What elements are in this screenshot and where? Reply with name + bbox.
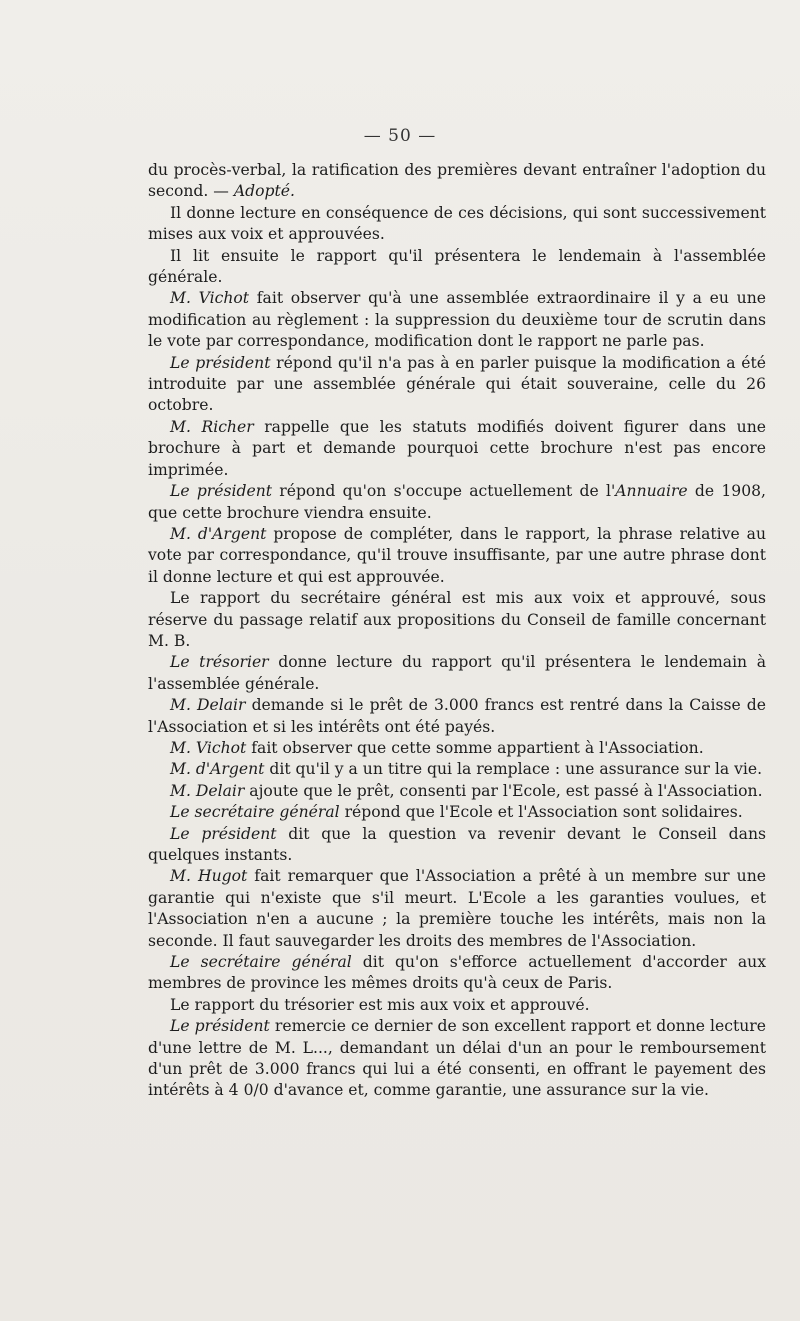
paragraph (148, 738, 766, 759)
paragraph-text: dit qu'il y a un titre qui la remplace : une assurance sur la vie. (264, 760, 763, 779)
paragraph (148, 802, 766, 823)
speaker-name: M. Vichot (170, 289, 250, 308)
paragraph (148, 417, 766, 481)
speaker-name: M. Vichot (170, 738, 247, 757)
paragraph (148, 246, 766, 289)
paragraph-text: dit qu'on s'efforce actuellement d'accorder aux membres de province les mêmes droits qu'à ceux de Paris. (148, 953, 766, 993)
paragraph-text: dit que la question va revenir devant le Conseil dans quelques instants. (148, 824, 766, 864)
paragraph-text: donne lecture du rapport qu'il présentera le lendemain à l'assemblée générale. (148, 653, 766, 693)
paragraph-text: propose de compléter, dans le rapport, la phrase relative au vote par correspondance, qu'il trouve insuffisante, par une autre phrase dont il donne lecture et qui est approuvée. (148, 524, 766, 586)
paragraph (148, 353, 766, 417)
paragraph-text: Il donne lecture en conséquence de ces décisions, qui sont successivement mises aux voix et approuvées. (148, 203, 766, 244)
speaker-name: Le trésorier (170, 653, 269, 672)
paragraph (148, 781, 766, 802)
paragraph (148, 588, 766, 652)
paragraph (148, 524, 766, 588)
paragraph-text: remercie ce dernier de son excellent rapport et donne lecture d'une lettre de M. L..., demandant un délai d'un an pour le remboursement d'un prêt de 3.000 francs qui lui a été consenti, en offrant le payement des intérêts à 4 0/0 d'avance et, comme garantie, une assurance sur la vie. (148, 1017, 766, 1100)
body-text (148, 160, 766, 1102)
paragraph (148, 652, 766, 695)
speaker-name: M. Hugot (170, 867, 248, 886)
paragraph-text: Le rapport du secrétaire général est mis aux voix et approuvé, sous réserve du passage relatif aux propositions du Conseil de famille concernant M. B. (148, 589, 766, 650)
speaker-name: M. d'Argent (170, 760, 265, 779)
paragraph-text: fait remarquer que l'Association a prêté à un membre sur une garantie qui n'existe que s'il meurt. L'Ecole a les garanties voulues, et l'Association n'en a aucune ; la première touche les intérêts, mais non la seconde. Il faut sauvegarder les droits des membres de l'Association. (148, 867, 766, 950)
emphasized-text: Adopté. (233, 182, 295, 201)
page-number: — 50 — (363, 126, 437, 146)
paragraph-text: répond que l'Ecole et l'Association sont solidaires. (339, 803, 743, 822)
paragraph-text: Le rapport du trésorier est mis aux voix et approuvé. (170, 995, 590, 1014)
speaker-name: M. d'Argent (170, 524, 267, 543)
paragraph-text: du procès-verbal, la ratification des premières devant entraîner l'adoption du second. — (148, 161, 766, 201)
paragraph-text: ajoute que le prêt, consenti par l'Ecole, est passé à l'Association. (244, 781, 763, 800)
paragraph-text: fait observer que cette somme appartient à l'Association. (246, 738, 704, 757)
paragraph (148, 759, 766, 780)
paragraph (148, 995, 766, 1016)
paragraph-text-tail: de 1908, que cette brochure viendra ensuite. (148, 482, 766, 522)
speaker-name: Le secrétaire général (170, 803, 340, 822)
speaker-name: Le président (170, 482, 273, 501)
speaker-name: M. Delair (170, 781, 245, 800)
speaker-name: M. Delair (170, 696, 246, 715)
speaker-name: Le président (170, 1017, 270, 1036)
paragraph (148, 695, 766, 738)
paragraph (148, 824, 766, 867)
paragraph-text: demande si le prêt de 3.000 francs est rentré dans la Caisse de l'Association et si les intérêts ont été payés. (148, 696, 766, 736)
paragraph (148, 1016, 766, 1102)
paragraph-text: fait observer qu'à une assemblée extraordinaire il y a eu une modification au règlement : la suppression du deuxième tour de scrutin dans le vote par correspondance, modification dont le rapport ne parle pas. (148, 289, 766, 351)
paragraph (148, 288, 766, 352)
paragraph (148, 952, 766, 995)
paragraph (148, 203, 766, 246)
paragraph (148, 160, 766, 203)
paragraph-text: répond qu'on s'occupe actuellement de l' (272, 482, 616, 501)
paragraph-text: rappelle que les statuts modifiés doivent figurer dans une brochure à part et demande pourquoi cette brochure n'est pas encore imprimée. (148, 417, 766, 479)
paragraph (148, 481, 766, 524)
paragraph-text: Il lit ensuite le rapport qu'il présentera le lendemain à l'assemblée générale. (148, 246, 766, 287)
speaker-name: M. Richer (170, 417, 254, 436)
speaker-name: Le président (170, 353, 271, 372)
paragraph-text: répond qu'il n'a pas à en parler puisque la modification a été introduite par une assemblée générale qui était souveraine, celle du 26 octobre. (148, 353, 766, 415)
emphasized-text: Annuaire (615, 482, 688, 501)
speaker-name: Le président (170, 824, 277, 843)
speaker-name: Le secrétaire général (170, 953, 352, 972)
paragraph (148, 866, 766, 952)
